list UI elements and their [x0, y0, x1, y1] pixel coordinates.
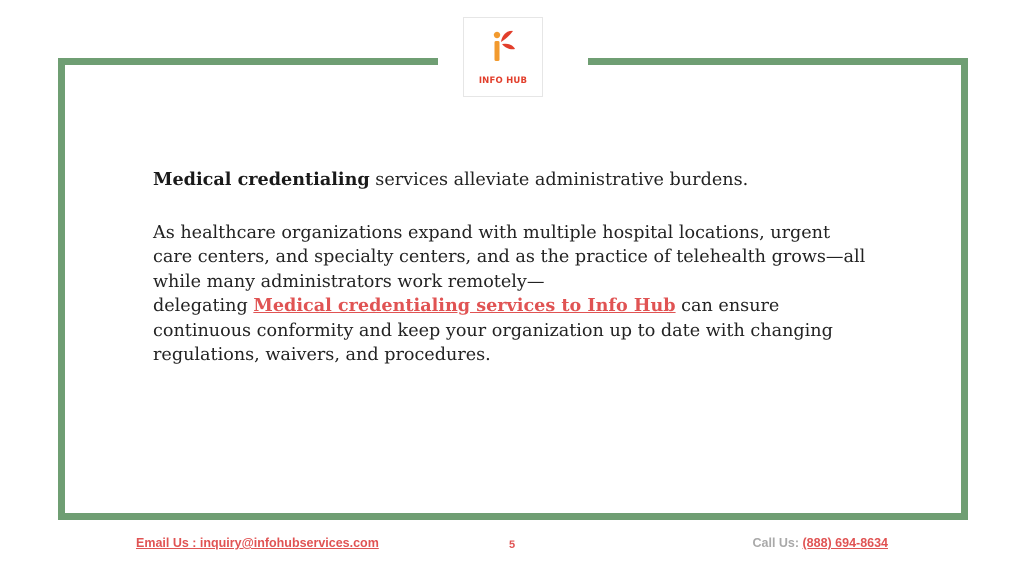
call-label: Call Us:	[752, 536, 803, 550]
para-part3: can ensure continuous conformity and keep your organization up to date with changing regulations, waivers, and procedures.	[153, 296, 833, 365]
lead-bold: Medical credentialing	[153, 169, 370, 190]
logo-text: INFO HUB	[478, 76, 528, 86]
footer-call	[753, 536, 889, 550]
info-hub-logo-icon	[486, 28, 522, 68]
para-part2: delegating	[153, 296, 254, 316]
page-number: 5	[508, 539, 516, 551]
slide-content	[153, 168, 873, 368]
body-paragraph	[153, 221, 873, 368]
logo	[463, 17, 543, 97]
footer-email-link[interactable]: Email Us : inquiry@infohubservices.com	[136, 536, 379, 550]
phone-link[interactable]: (888) 694-8634	[802, 536, 888, 550]
para-part1: As healthcare organizations expand with multiple hospital locations, urgent care centers, and specialty centers, and as the practice of telehealth grows—all while many administrators work remotely—	[153, 222, 866, 292]
lead-rest: services alleviate administrative burdens.	[369, 170, 749, 190]
credentialing-services-link[interactable]: Medical credentialing services to Info Hub	[253, 295, 676, 316]
logo-container	[438, 14, 588, 102]
lead-sentence	[153, 168, 873, 193]
